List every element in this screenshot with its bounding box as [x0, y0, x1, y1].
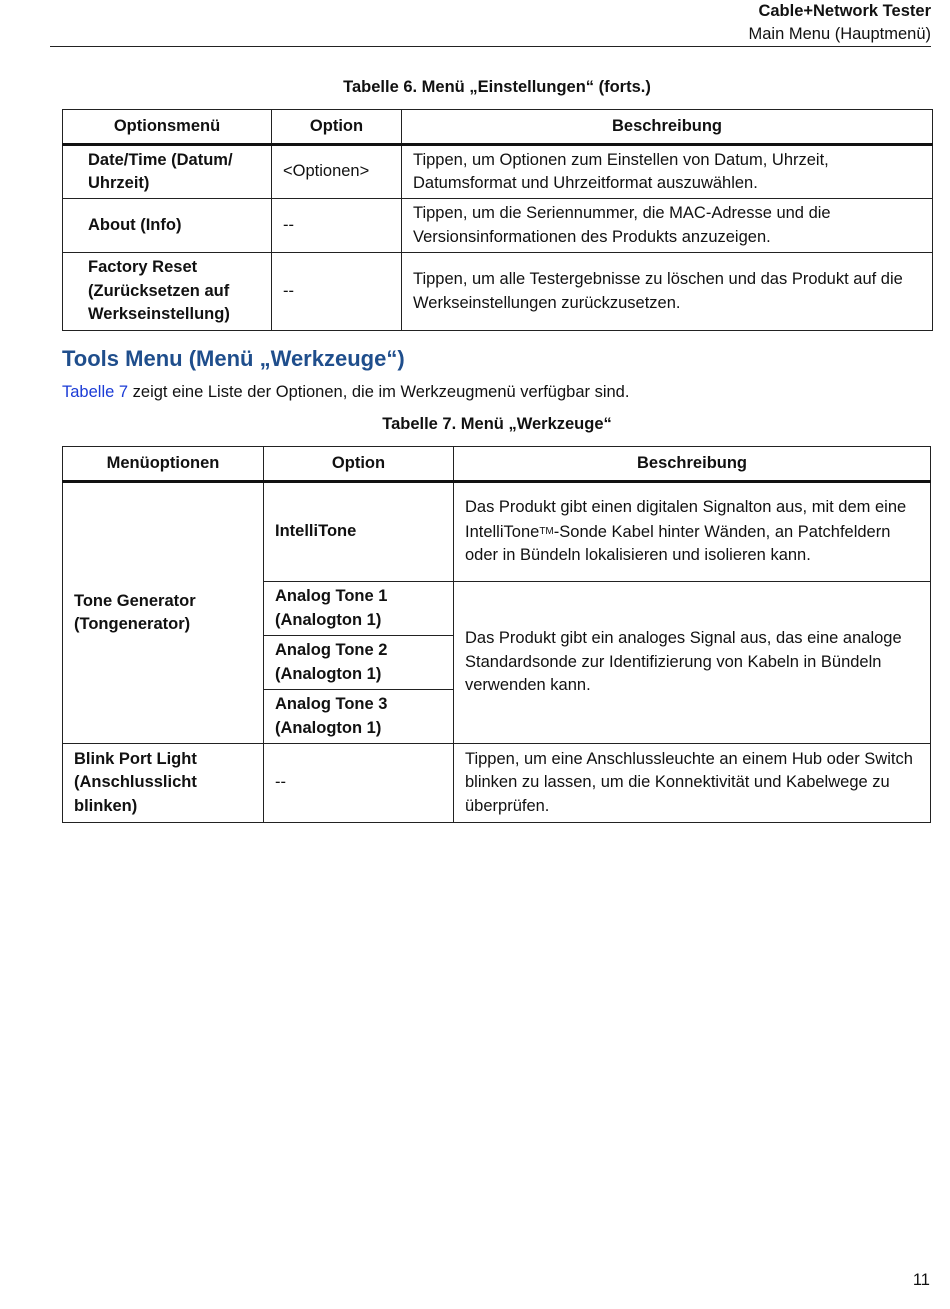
option-cell: -- [264, 744, 454, 823]
option-cell: <Optionen> [272, 145, 402, 199]
intro-text: zeigt eine Liste der Optionen, die im Werkzeugmenü verfügbar sind. [128, 383, 630, 401]
table-row [63, 145, 933, 199]
description-text: -Sonde Kabel hinter Wänden, an Patchfeldern oder in Bündeln lokalisieren und isolieren kann. [465, 522, 891, 565]
header-product-name: Cable+Network Tester [758, 2, 931, 20]
description-cell: Tippen, um eine Anschlussleuchte an einem Hub oder Switch blinken zu lassen, um die Konnektivität und Kabelwege zu überprüfen. [454, 744, 931, 823]
description-cell [454, 482, 931, 582]
menu-cell: Tone Generator (Tongenerator) [63, 482, 264, 744]
column-header: Option [272, 110, 402, 145]
table-row [63, 199, 933, 253]
column-header: Optionsmenü [63, 110, 272, 145]
description-cell: Tippen, um Optionen zum Einstellen von Datum, Uhrzeit, Datumsformat und Uhrzeitformat auszuwählen. [402, 145, 933, 199]
page-number: 11 [912, 1271, 930, 1289]
description-cell: Tippen, um die Seriennummer, die MAC-Adresse und die Versionsinformationen des Produkts anzuzeigen. [402, 199, 933, 253]
table-reference-link[interactable]: Tabelle 7 [62, 383, 129, 401]
header-section-name: Main Menu (Hauptmenü) [748, 25, 931, 43]
description-cell: Das Produkt gibt ein analoges Signal aus, das eine analoge Standardsonde zur Identifizierung von Kabeln in Bündeln verwenden kann. [454, 582, 931, 744]
table7-caption: Tabelle 7. Menü „Werkzeuge“ [382, 415, 612, 433]
option-cell: IntelliTone [264, 482, 454, 582]
description-cell: Tippen, um alle Testergebnisse zu löschen und das Produkt auf die Werkseinstellungen zurückzusetzen. [402, 253, 933, 331]
table-row [63, 744, 931, 823]
column-header: Option [264, 447, 454, 482]
table6-caption: Tabelle 6. Menü „Einstellungen“ (forts.) [343, 78, 651, 96]
table-row [63, 253, 933, 331]
intro-paragraph [62, 381, 629, 403]
section-heading: Tools Menu (Menü „Werkzeuge“) [62, 346, 405, 371]
table-header-row [63, 110, 933, 145]
table-header-row [63, 447, 931, 482]
option-cell: Analog Tone 2 (Analogton 1) [264, 636, 454, 690]
table-row [63, 482, 931, 582]
option-cell: -- [272, 199, 402, 253]
column-header: Beschreibung [402, 110, 933, 145]
tools-menu-table [62, 446, 931, 823]
menu-cell: About (Info) [63, 199, 272, 253]
trademark-mark: TM [539, 525, 554, 537]
option-cell: Analog Tone 3 (Analogton 1) [264, 690, 454, 744]
menu-cell: Blink Port Light (Anschlusslicht blinken) [63, 744, 264, 823]
option-cell: Analog Tone 1 (Analogton 1) [264, 582, 454, 636]
description-text: Das Produkt gibt einen digitalen Signalton aus, mit dem eine IntelliTone [465, 498, 907, 541]
page-header [749, 0, 932, 46]
column-header: Menüoptionen [63, 447, 264, 482]
menu-cell: Date/Time (Datum/ Uhrzeit) [63, 145, 272, 199]
column-header: Beschreibung [454, 447, 931, 482]
header-divider [50, 46, 931, 47]
menu-cell: Factory Reset (Zurücksetzen auf Werkseinstellung) [63, 253, 272, 331]
settings-menu-table [62, 109, 933, 331]
option-cell: -- [272, 253, 402, 331]
